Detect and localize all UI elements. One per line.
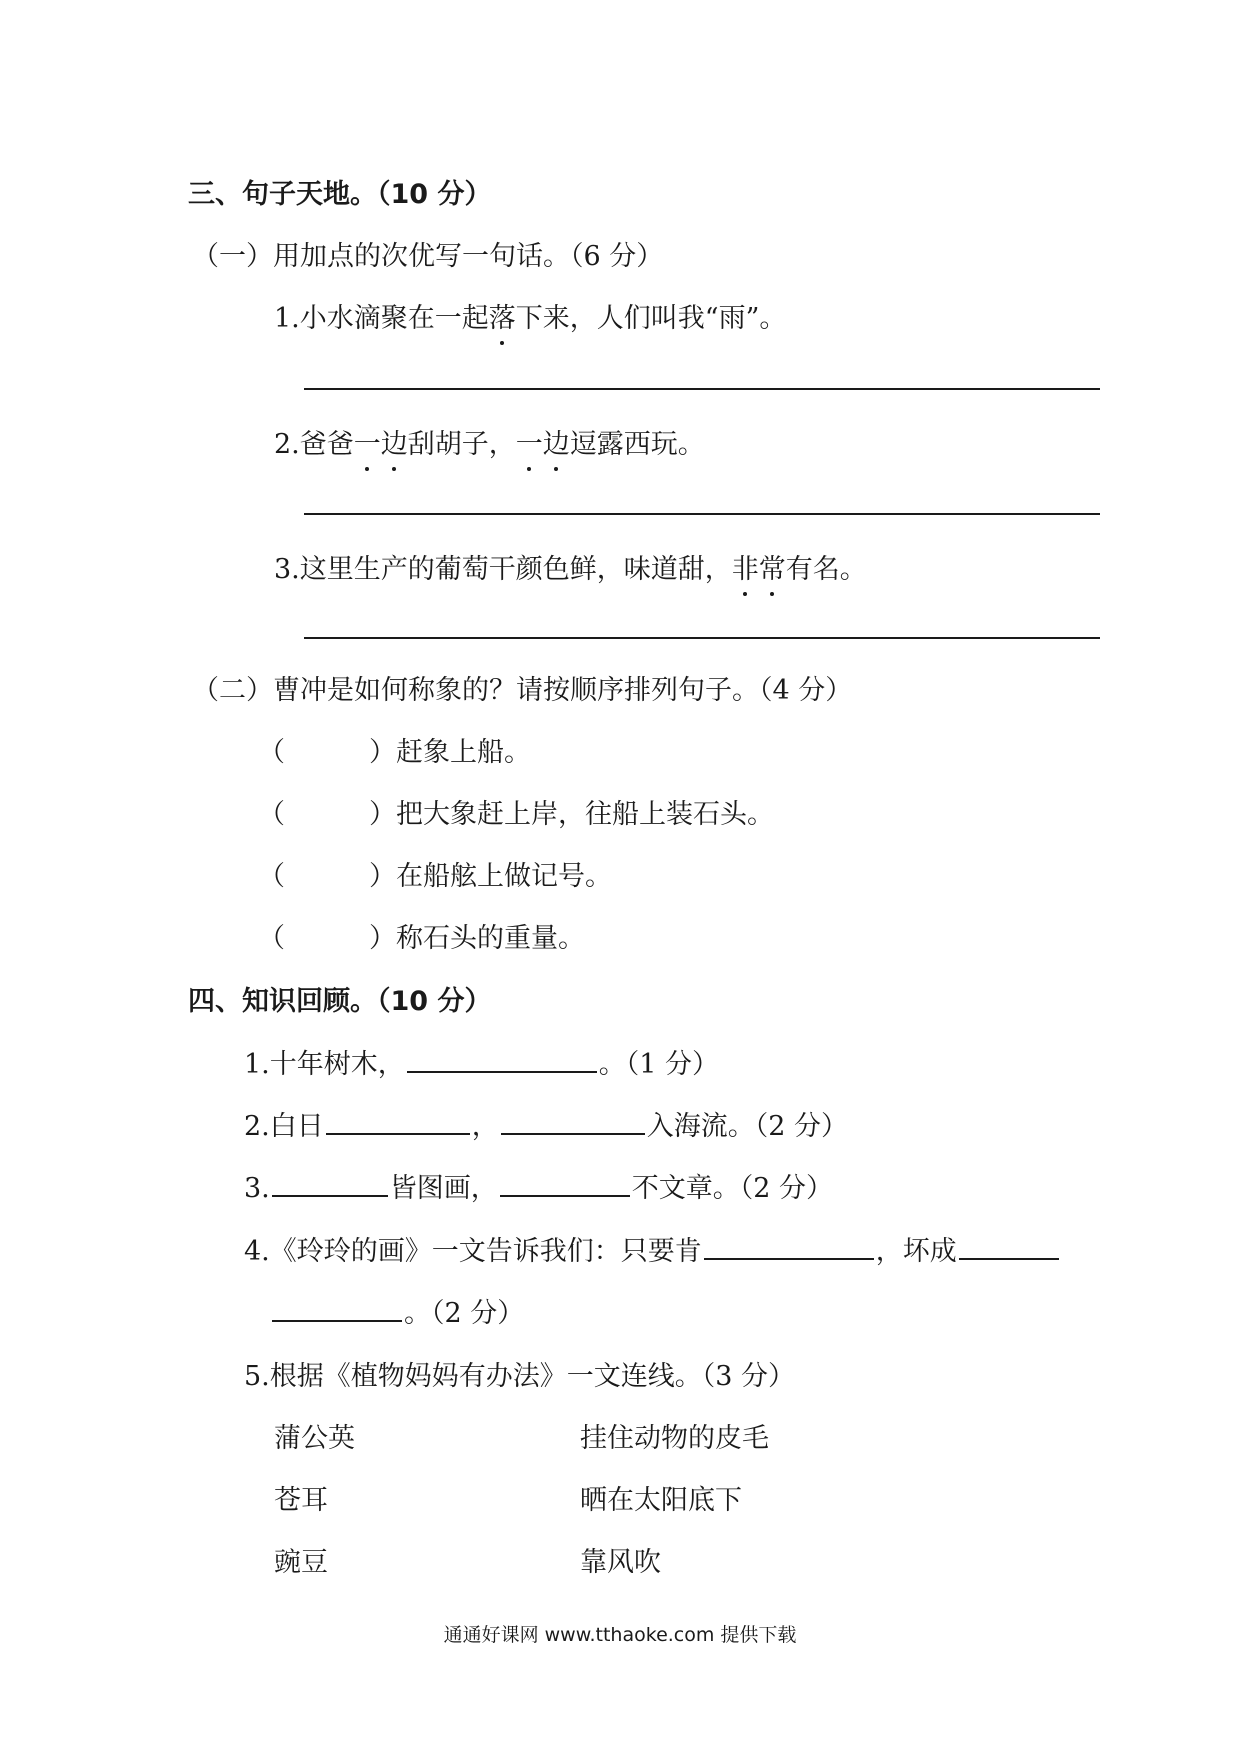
sentence-2-prefix: 2.爸爸 [274,429,354,460]
dotted-char: 常 [759,547,786,586]
answer-line-2[interactable] [304,513,1100,515]
q3-blank-1[interactable] [272,1169,388,1197]
match-left-2[interactable]: 苍耳 [274,1485,328,1516]
close-paren: ） [369,737,396,768]
footer-text: 通通好课网 www.tthaoke.com 提供下载 [443,1624,797,1646]
part-1-title: （一）用加点的次优写一句话。（6 分） [192,241,664,272]
answer-line-3[interactable] [304,637,1100,639]
q2-blank-2[interactable] [501,1107,645,1135]
sentence-2-mid: 刮胡子， [407,429,516,460]
order-item-2 [258,792,774,831]
sentence-1 [274,296,786,335]
sentence-2-suffix: 逗露西玩。 [569,429,705,460]
q3-number: 3. [244,1173,270,1204]
q2-score: 入海流。（2 分） [646,1111,849,1142]
match-right-1[interactable]: 挂住动物的皮毛 [580,1423,769,1454]
q2-blank-1[interactable] [326,1107,470,1135]
match-left-1[interactable]: 蒲公英 [274,1423,355,1454]
order-item-4 [258,916,585,955]
q1-score: 。（1 分） [598,1049,720,1080]
answer-line-1[interactable] [304,388,1100,390]
close-paren: ） [369,923,396,954]
question-4-cont [272,1291,524,1330]
open-paren: （ [258,923,285,954]
close-paren: ） [369,799,396,830]
sentence-1-prefix: 1.小水滴聚在一起 [274,303,489,334]
order-text: 称石头的重量。 [396,923,585,954]
section-4-title: 四、知识回顾。（10 分） [188,986,492,1017]
q3-text: 皆图画， [389,1173,498,1204]
part-2-title: （二）曹冲是如何称象的？请按顺序排列句子。（4 分） [192,675,853,706]
dotted-char: 边 [543,422,570,461]
dotted-char: 一 [354,422,381,461]
q1-blank[interactable] [407,1045,597,1073]
open-paren: （ [258,861,285,892]
q3-score: 不文章。（2 分） [631,1173,834,1204]
order-text: 在船舷上做记号。 [396,861,612,892]
q4-blank-2-end[interactable] [272,1294,402,1322]
question-5-title: 5.根据《植物妈妈有办法》一文连线。（3 分） [244,1361,796,1392]
question-3 [244,1166,833,1205]
q4-blank-2-start[interactable] [959,1232,1059,1260]
open-paren: （ [258,799,285,830]
dotted-char: 边 [381,422,408,461]
q4-text-2: ，坏成 [875,1236,957,1267]
q2-text: 2.白日 [244,1111,324,1142]
match-right-2[interactable]: 晒在太阳底下 [580,1485,742,1516]
q4-text: 4.《玲玲的画》一文告诉我们：只要肯 [244,1236,702,1267]
section-3-title: 三、句子天地。（10 分） [188,179,492,210]
q1-text: 1.十年树木， [244,1049,405,1080]
q3-blank-2[interactable] [500,1169,630,1197]
sentence-3-suffix: 有名。 [785,554,867,585]
q2-comma: ， [471,1111,499,1142]
q4-score: 。（2 分） [404,1298,525,1329]
match-left-3[interactable]: 豌豆 [274,1547,328,1578]
order-item-3 [258,854,612,893]
sentence-2 [274,422,705,461]
question-4 [244,1229,1061,1268]
sentence-1-suffix: 下来，人们叫我“雨”。 [515,303,787,334]
sentence-3 [274,547,867,586]
q4-blank-1[interactable] [704,1232,874,1260]
sentence-3-prefix: 3.这里生产的葡萄干颜色鲜，味道甜， [274,554,732,585]
question-2 [244,1104,848,1143]
open-paren: （ [258,737,285,768]
order-text: 赶象上船。 [396,737,531,768]
dotted-char: 一 [516,422,543,461]
match-right-3[interactable]: 靠风吹 [580,1547,661,1578]
dotted-char: 落 [489,296,516,335]
close-paren: ） [369,861,396,892]
order-item-1 [258,730,531,769]
question-1 [244,1042,719,1081]
dotted-char: 非 [732,547,759,586]
order-text: 把大象赶上岸，往船上装石头。 [396,799,774,830]
